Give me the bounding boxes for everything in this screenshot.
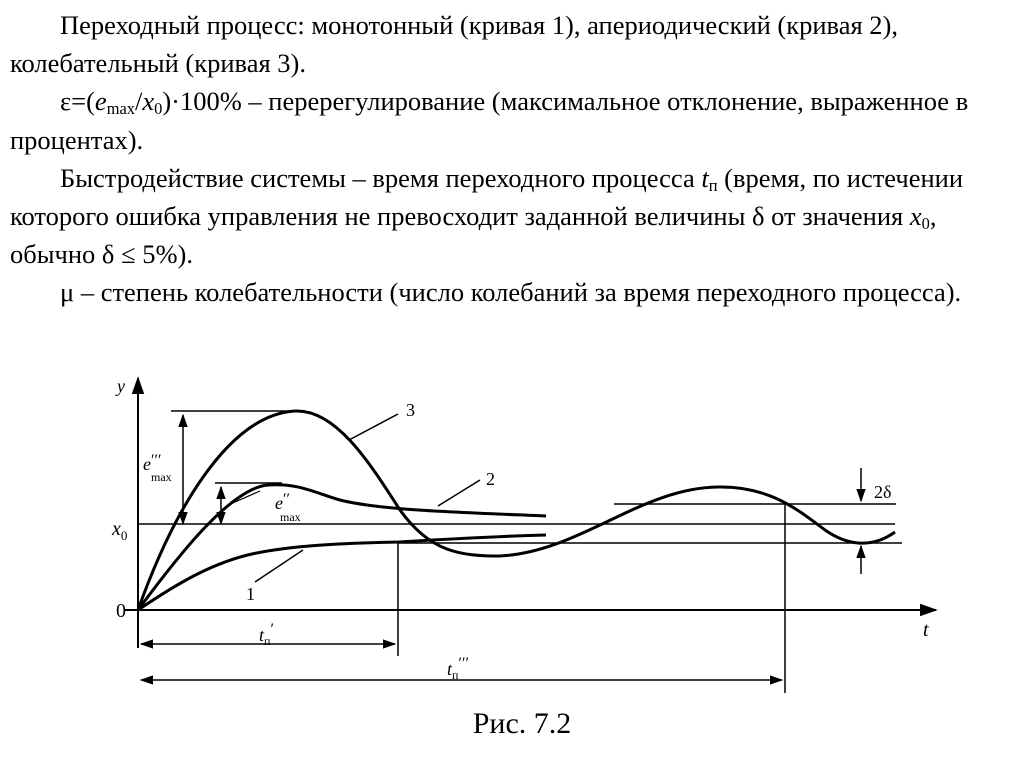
curve-3-label: 3 [406, 400, 415, 420]
tp3-label-sub: п [452, 668, 459, 682]
emax2-label-e: e [275, 493, 283, 513]
x-axis-label: t [923, 619, 929, 641]
x0-label [111, 518, 127, 543]
curve-3-leader [349, 414, 398, 440]
tp1-label-primes: ′ [270, 621, 274, 638]
curve-2-aperiodic [138, 485, 546, 610]
curve-1-monotonic [138, 535, 546, 610]
emax3-label-primes: ′′′ [151, 452, 162, 469]
tp1-label-t: t [259, 625, 265, 645]
tp3-label-t: t [447, 659, 453, 679]
formula-slash: / [134, 86, 143, 117]
overshoot-description: )·100% – перерегулирование (максимальное отклонение, выраженное в процентах). [10, 86, 969, 155]
paragraph-transient-types: Переходный процесс: монотонный (кривая 1), апериодический (кривая 2), колебательный (кривая 3). [10, 10, 898, 79]
curve-3-oscillatory [138, 411, 895, 610]
speed-t: t [701, 162, 709, 193]
x0-label-sub: 0 [120, 528, 128, 543]
tp3-label [447, 655, 469, 682]
speed-text-before: Быстродействие системы – время переходного процесса [60, 162, 702, 193]
delta-label: 2δ [874, 482, 892, 502]
y-axis-label: y [117, 376, 125, 396]
curve-1-leader [255, 550, 303, 582]
curve-2-leader [438, 480, 480, 506]
paragraph-oscillation: μ – степень колебательности (число колебаний за время переходного процесса). [60, 277, 962, 308]
body-text [10, 6, 1016, 312]
formula-open: =( [71, 86, 95, 117]
figure-caption: Рис. 7.2 [472, 707, 572, 740]
emax3-label-e: e [143, 454, 151, 474]
tp1-label-sub: п [264, 634, 271, 648]
epsilon-symbol: ε [60, 86, 72, 117]
curve-2-label: 2 [486, 469, 495, 489]
emax2-label-primes: ′′ [283, 491, 290, 508]
formula-x: x [142, 86, 155, 117]
formula-e-sub: max [106, 99, 135, 119]
speed-x: x [909, 201, 922, 232]
speed-text-middle: (время, по истечении которого ошибка управления не превосходит заданной величины δ от значения [10, 162, 964, 232]
speed-text-after: , обычно δ ≤ 5%). [10, 201, 937, 270]
paragraph-overshoot [10, 82, 1016, 158]
formula-x-sub: 0 [154, 99, 163, 119]
speed-x-sub: 0 [921, 214, 930, 234]
curve-1-label: 1 [246, 584, 255, 604]
speed-t-sub: п [708, 175, 718, 195]
origin-label: 0 [116, 600, 126, 622]
x0-label-x: x [112, 518, 121, 540]
emax2-sub: max [280, 510, 301, 524]
tp3-label-primes: ′′′ [458, 655, 469, 672]
paragraph-speed [10, 159, 1016, 274]
formula-e: e [94, 86, 107, 117]
emax3-sub: max [151, 470, 172, 484]
